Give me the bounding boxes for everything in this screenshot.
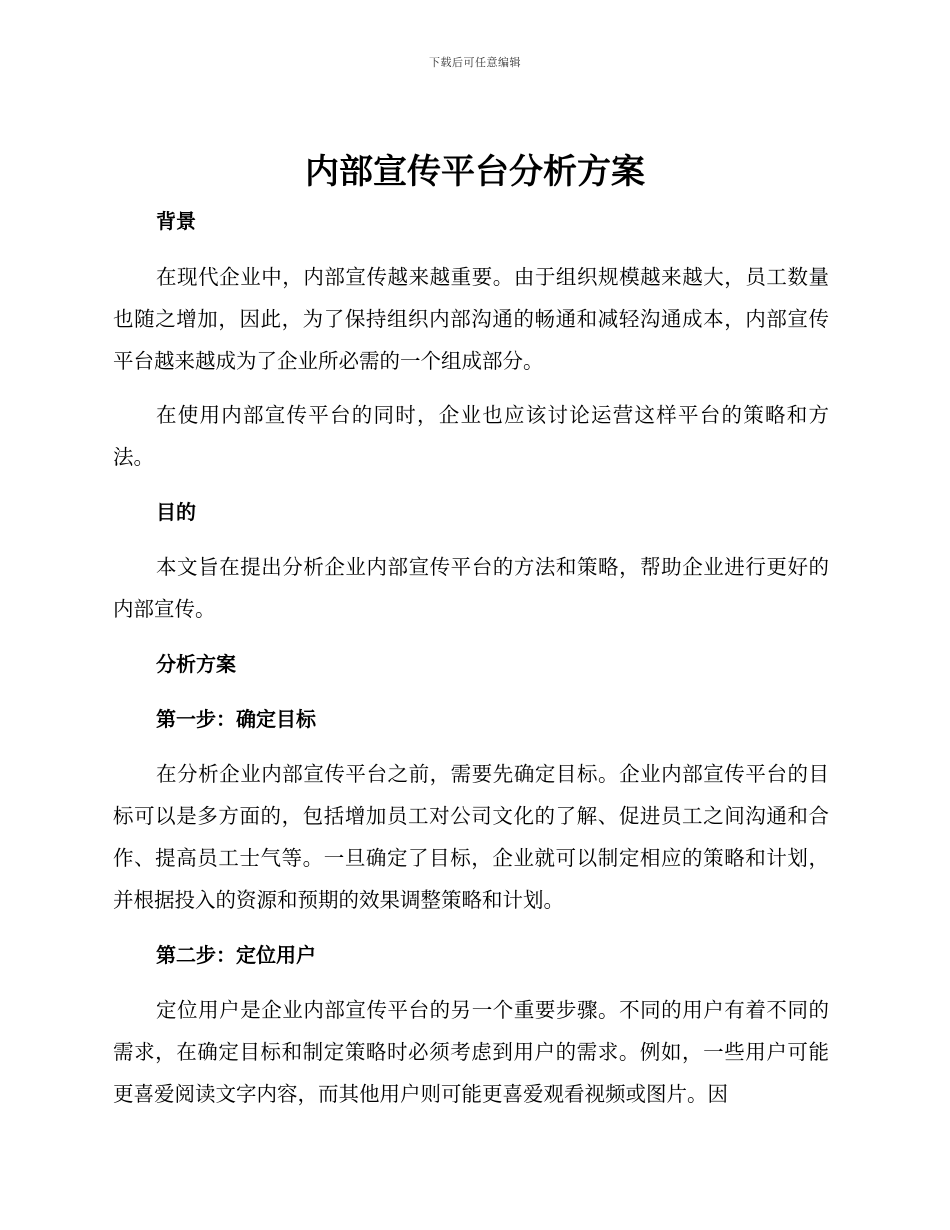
section-heading-analysis: 分析方案	[156, 652, 236, 676]
paragraph-step1-1: 在分析企业内部宣传平台之前，需要先确定目标。企业内部宣传平台的目标可以是多方面的，包括增加员工对公司文化的了解、促进员工之间沟通和合作、提高员工士气等。一旦确定了目标，企业就可以制定相应的策略和计划，并根据投入的资源和预期的效果调整策略和计划。	[113, 762, 829, 912]
paragraph-background-2: 在使用内部宣传平台的同时，企业也应该讨论运营这样平台的策略和方法。	[113, 403, 829, 469]
step-heading-2: 第二步：定位用户	[156, 943, 316, 967]
document-title: 内部宣传平台分析方案	[305, 152, 645, 192]
paragraph-purpose-1: 本文旨在提出分析企业内部宣传平台的方法和策略，帮助企业进行更好的内部宣传。	[113, 555, 829, 621]
paragraph-step2-1: 定位用户是企业内部宣传平台的另一个重要步骤。不同的用户有着不同的需求，在确定目标和制定策略时必须考虑到用户的需求。例如，一些用户可能更喜爱阅读文字内容，而其他用户则可能更喜爱观看视频或图片。因	[113, 998, 829, 1106]
paragraph-background-1: 在现代企业中，内部宣传越来越重要。由于组织规模越来越大，员工数量也随之增加，因此，为了保持组织内部沟通的畅通和减轻沟通成本，内部宣传平台越来越成为了企业所必需的一个组成部分。	[113, 265, 829, 373]
document-body	[113, 200, 829, 1115]
section-heading-background: 背景	[156, 209, 196, 233]
step-heading-1: 第一步：确定目标	[156, 707, 316, 731]
section-heading-purpose: 目的	[156, 500, 196, 524]
header-note: 下载后可任意编辑	[429, 56, 521, 69]
